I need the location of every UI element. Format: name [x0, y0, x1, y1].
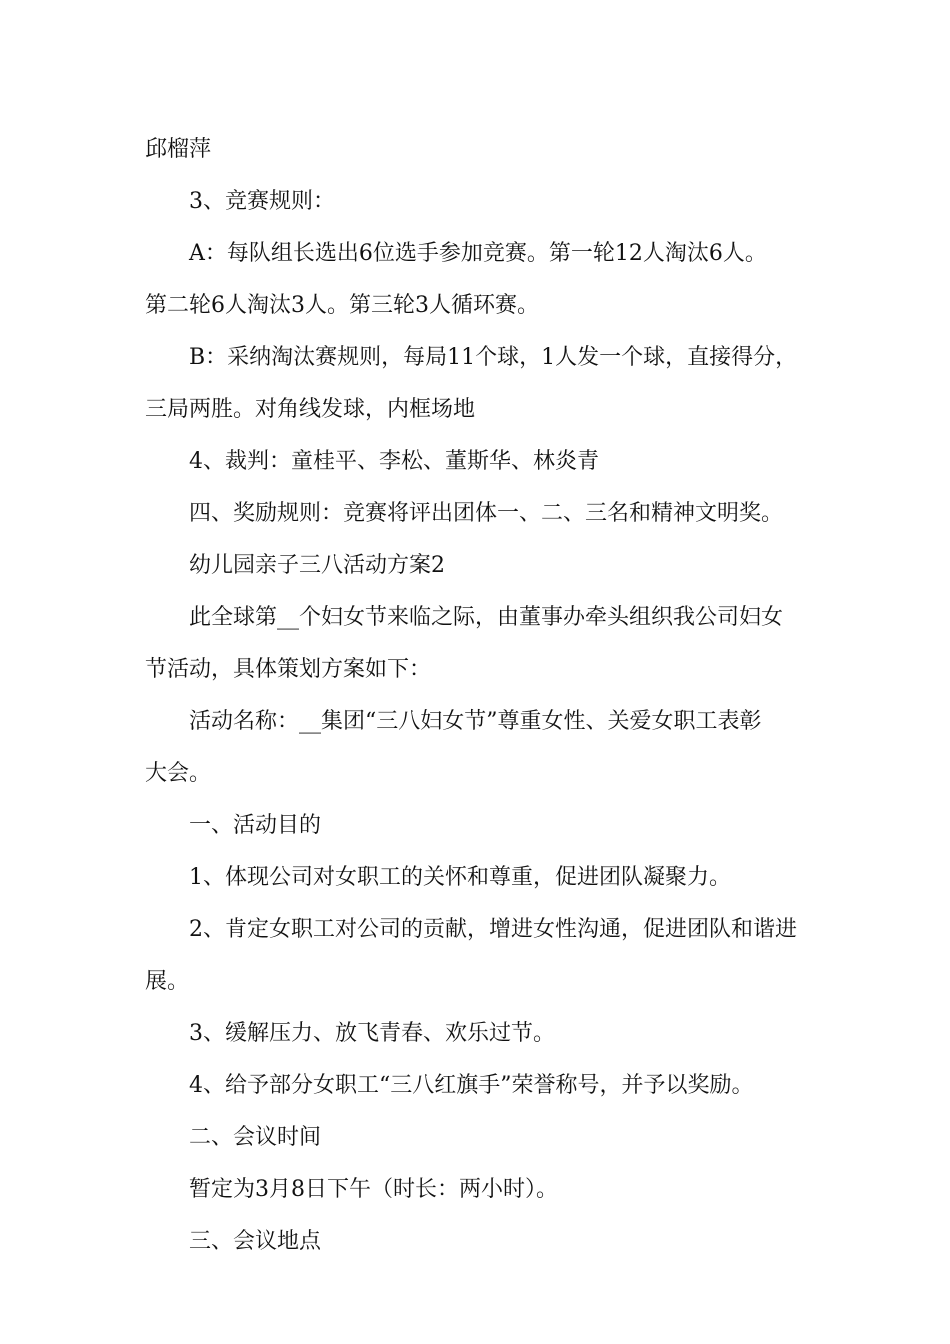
paragraph-line: 一、活动目的	[189, 813, 322, 838]
paragraph-line: 活动名称：__集团“三八妇女节”尊重女性、关爱女职工表彰	[189, 709, 762, 734]
paragraph-line: 暂定为3月8日下午（时长：两小时）。	[189, 1177, 558, 1202]
paragraph-line: 第二轮6人淘汰3人。第三轮3人循环赛。	[145, 293, 539, 318]
paragraph-line: 3、缓解压力、放飞青春、欢乐过节。	[189, 1021, 555, 1046]
paragraph-line: 3、竞赛规则：	[189, 189, 335, 214]
paragraph-line: 2、肯定女职工对公司的贡献，增进女性沟通，促进团队和谐进	[189, 917, 797, 942]
paragraph-line: 此全球第__个妇女节来临之际，由董事办牵头组织我公司妇女	[189, 605, 784, 630]
paragraph-line: 大会。	[145, 761, 212, 786]
paragraph-line: A：每队组长选出6位选手参加竞赛。第一轮12人淘汰6人。	[189, 241, 767, 266]
paragraph-line: 四、奖励规则：竞赛将评出团体一、二、三名和精神文明奖。	[189, 501, 784, 526]
paragraph-line: 1、体现公司对女职工的关怀和尊重，促进团队凝聚力。	[189, 865, 731, 890]
paragraph-line: 三、会议地点	[189, 1229, 322, 1254]
paragraph-line: B：采纳淘汰赛规则，每局11个球，1人发一个球，直接得分，	[189, 345, 798, 370]
paragraph-line: 4、裁判：童桂平、李松、董斯华、林炎青	[189, 449, 599, 474]
paragraph-line: 三局两胜。对角线发球，内框场地	[145, 397, 476, 422]
paragraph-line: 展。	[145, 969, 190, 994]
paragraph-line: 4、给予部分女职工“三八红旗手”荣誉称号，并予以奖励。	[189, 1073, 754, 1098]
paragraph-line: 邱榴萍	[145, 137, 212, 162]
paragraph-line: 节活动，具体策划方案如下：	[145, 657, 432, 682]
paragraph-line: 幼儿园亲子三八活动方案2	[189, 553, 445, 578]
paragraph-line: 二、会议时间	[189, 1125, 322, 1150]
